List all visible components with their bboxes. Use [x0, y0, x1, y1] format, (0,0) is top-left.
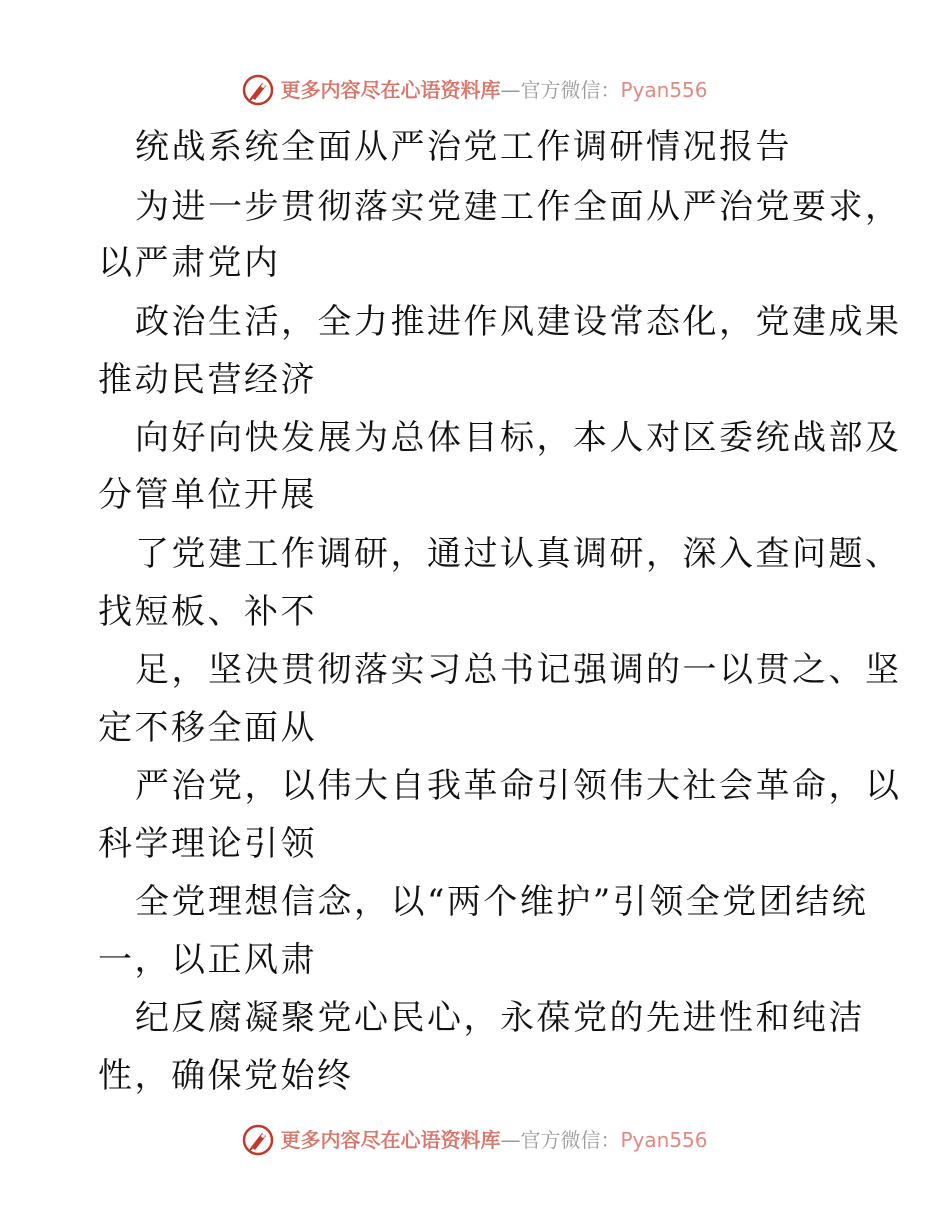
text-line: 向好向快发展为总体目标，本人对区委统战部及	[135, 418, 902, 458]
text-line: 分管单位开展	[98, 475, 317, 515]
text-line: 为进一步贯彻落实党建工作全面从严治党要求，	[135, 187, 902, 227]
text-line: 纪反腐凝聚党心民心，永葆党的先进性和纯洁	[135, 998, 865, 1038]
document-title: 统战系统全面从严治党工作调研情况报告	[135, 127, 792, 167]
text-line: 一，以正风肃	[98, 940, 317, 980]
text-line: 全党理想信念，以“两个维护”引领全党团结统	[135, 882, 869, 922]
text-line: 性，确保党始终	[98, 1056, 354, 1096]
watermark-title: 更多内容尽在心语资料库	[280, 78, 501, 102]
text-line: 以严肃党内	[98, 243, 281, 283]
text-line: 严治党，以伟大自我革命引领伟大社会革命，以	[135, 766, 902, 806]
text-line: 推动民营经济	[98, 360, 317, 400]
text-line: 足，坚决贯彻落实习总书记强调的一以贯之、坚	[135, 650, 902, 690]
watermark-title: 更多内容尽在心语资料库	[280, 1128, 501, 1152]
watermark-separator: —	[500, 1128, 521, 1152]
footer-watermark	[0, 1120, 950, 1160]
watermark-separator: —	[500, 78, 521, 102]
text-line: 了党建工作调研，通过认真调研，深入查问题、	[135, 534, 902, 574]
watermark-contact-id: Pyan556	[620, 1128, 708, 1152]
watermark-contact-label: 官方微信：	[520, 1128, 621, 1152]
watermark-contact-id: Pyan556	[620, 78, 708, 102]
text-line: 科学理论引领	[98, 824, 317, 864]
text-line: 定不移全面从	[98, 708, 317, 748]
text-line: 找短板、补不	[98, 592, 317, 632]
pen-nib-logo-icon	[242, 1124, 274, 1156]
watermark-contact-label: 官方微信：	[520, 78, 621, 102]
text-line: 政治生活，全力推进作风建设常态化，党建成果	[135, 302, 902, 342]
